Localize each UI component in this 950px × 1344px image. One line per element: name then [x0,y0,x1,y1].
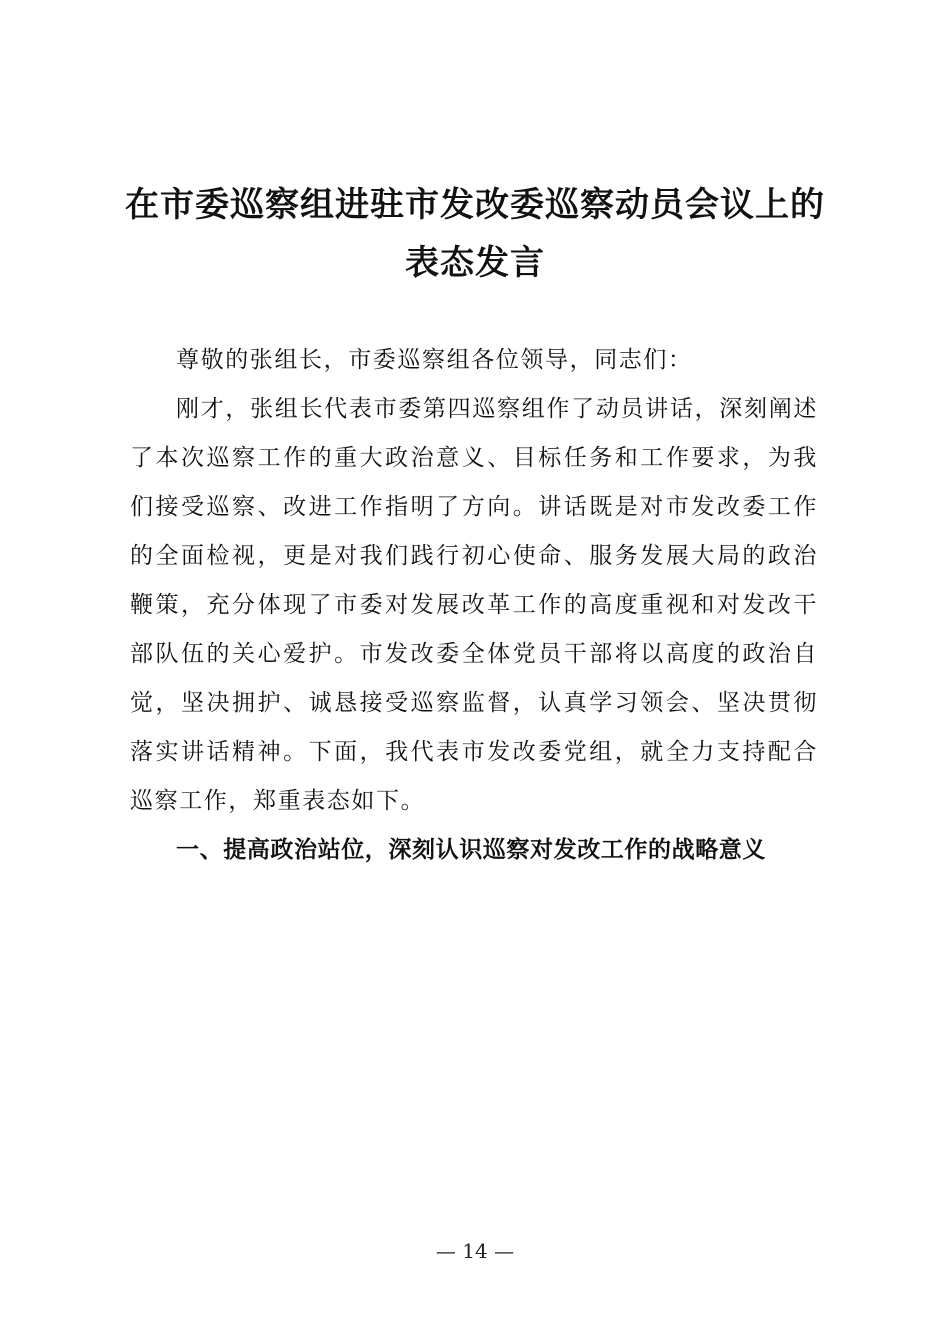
salutation: 尊敬的张组长，市委巡察组各位领导，同志们： [176,347,693,373]
document-body [130,336,818,875]
title-line-2: 表态发言 [405,243,545,283]
section-heading-1: 一、提高政治站位，深刻认识巡察对发改工作的战略意义 [176,837,766,863]
document-title [120,176,830,292]
title-line-1: 在市委巡察组进驻市发改委巡察动员会议上的 [125,185,825,225]
paragraph-1: 刚才，张组长代表市委第四巡察组作了动员讲话，深刻阐述了本次巡察工作的重大政治意义、目标任务和工作要求，为我们接受巡察、改进工作指明了方向。讲话既是对市发改委工作的全面检视，更是对我们践行初心使命、服务发展大局的政治鞭策，充分体现了市委对发展改革工作的高度重视和对发改干部队伍的关心爱护。市发改委全体党员干部将以高度的政治自觉，坚决拥护、诚恳接受巡察监督，认真学习领会、坚决贯彻落实讲话精神。下面，我代表市发改委党组，就全力支持配合巡察工作，郑重表态如下。 [130,396,818,814]
page-number: — 14 — [435,1239,515,1263]
